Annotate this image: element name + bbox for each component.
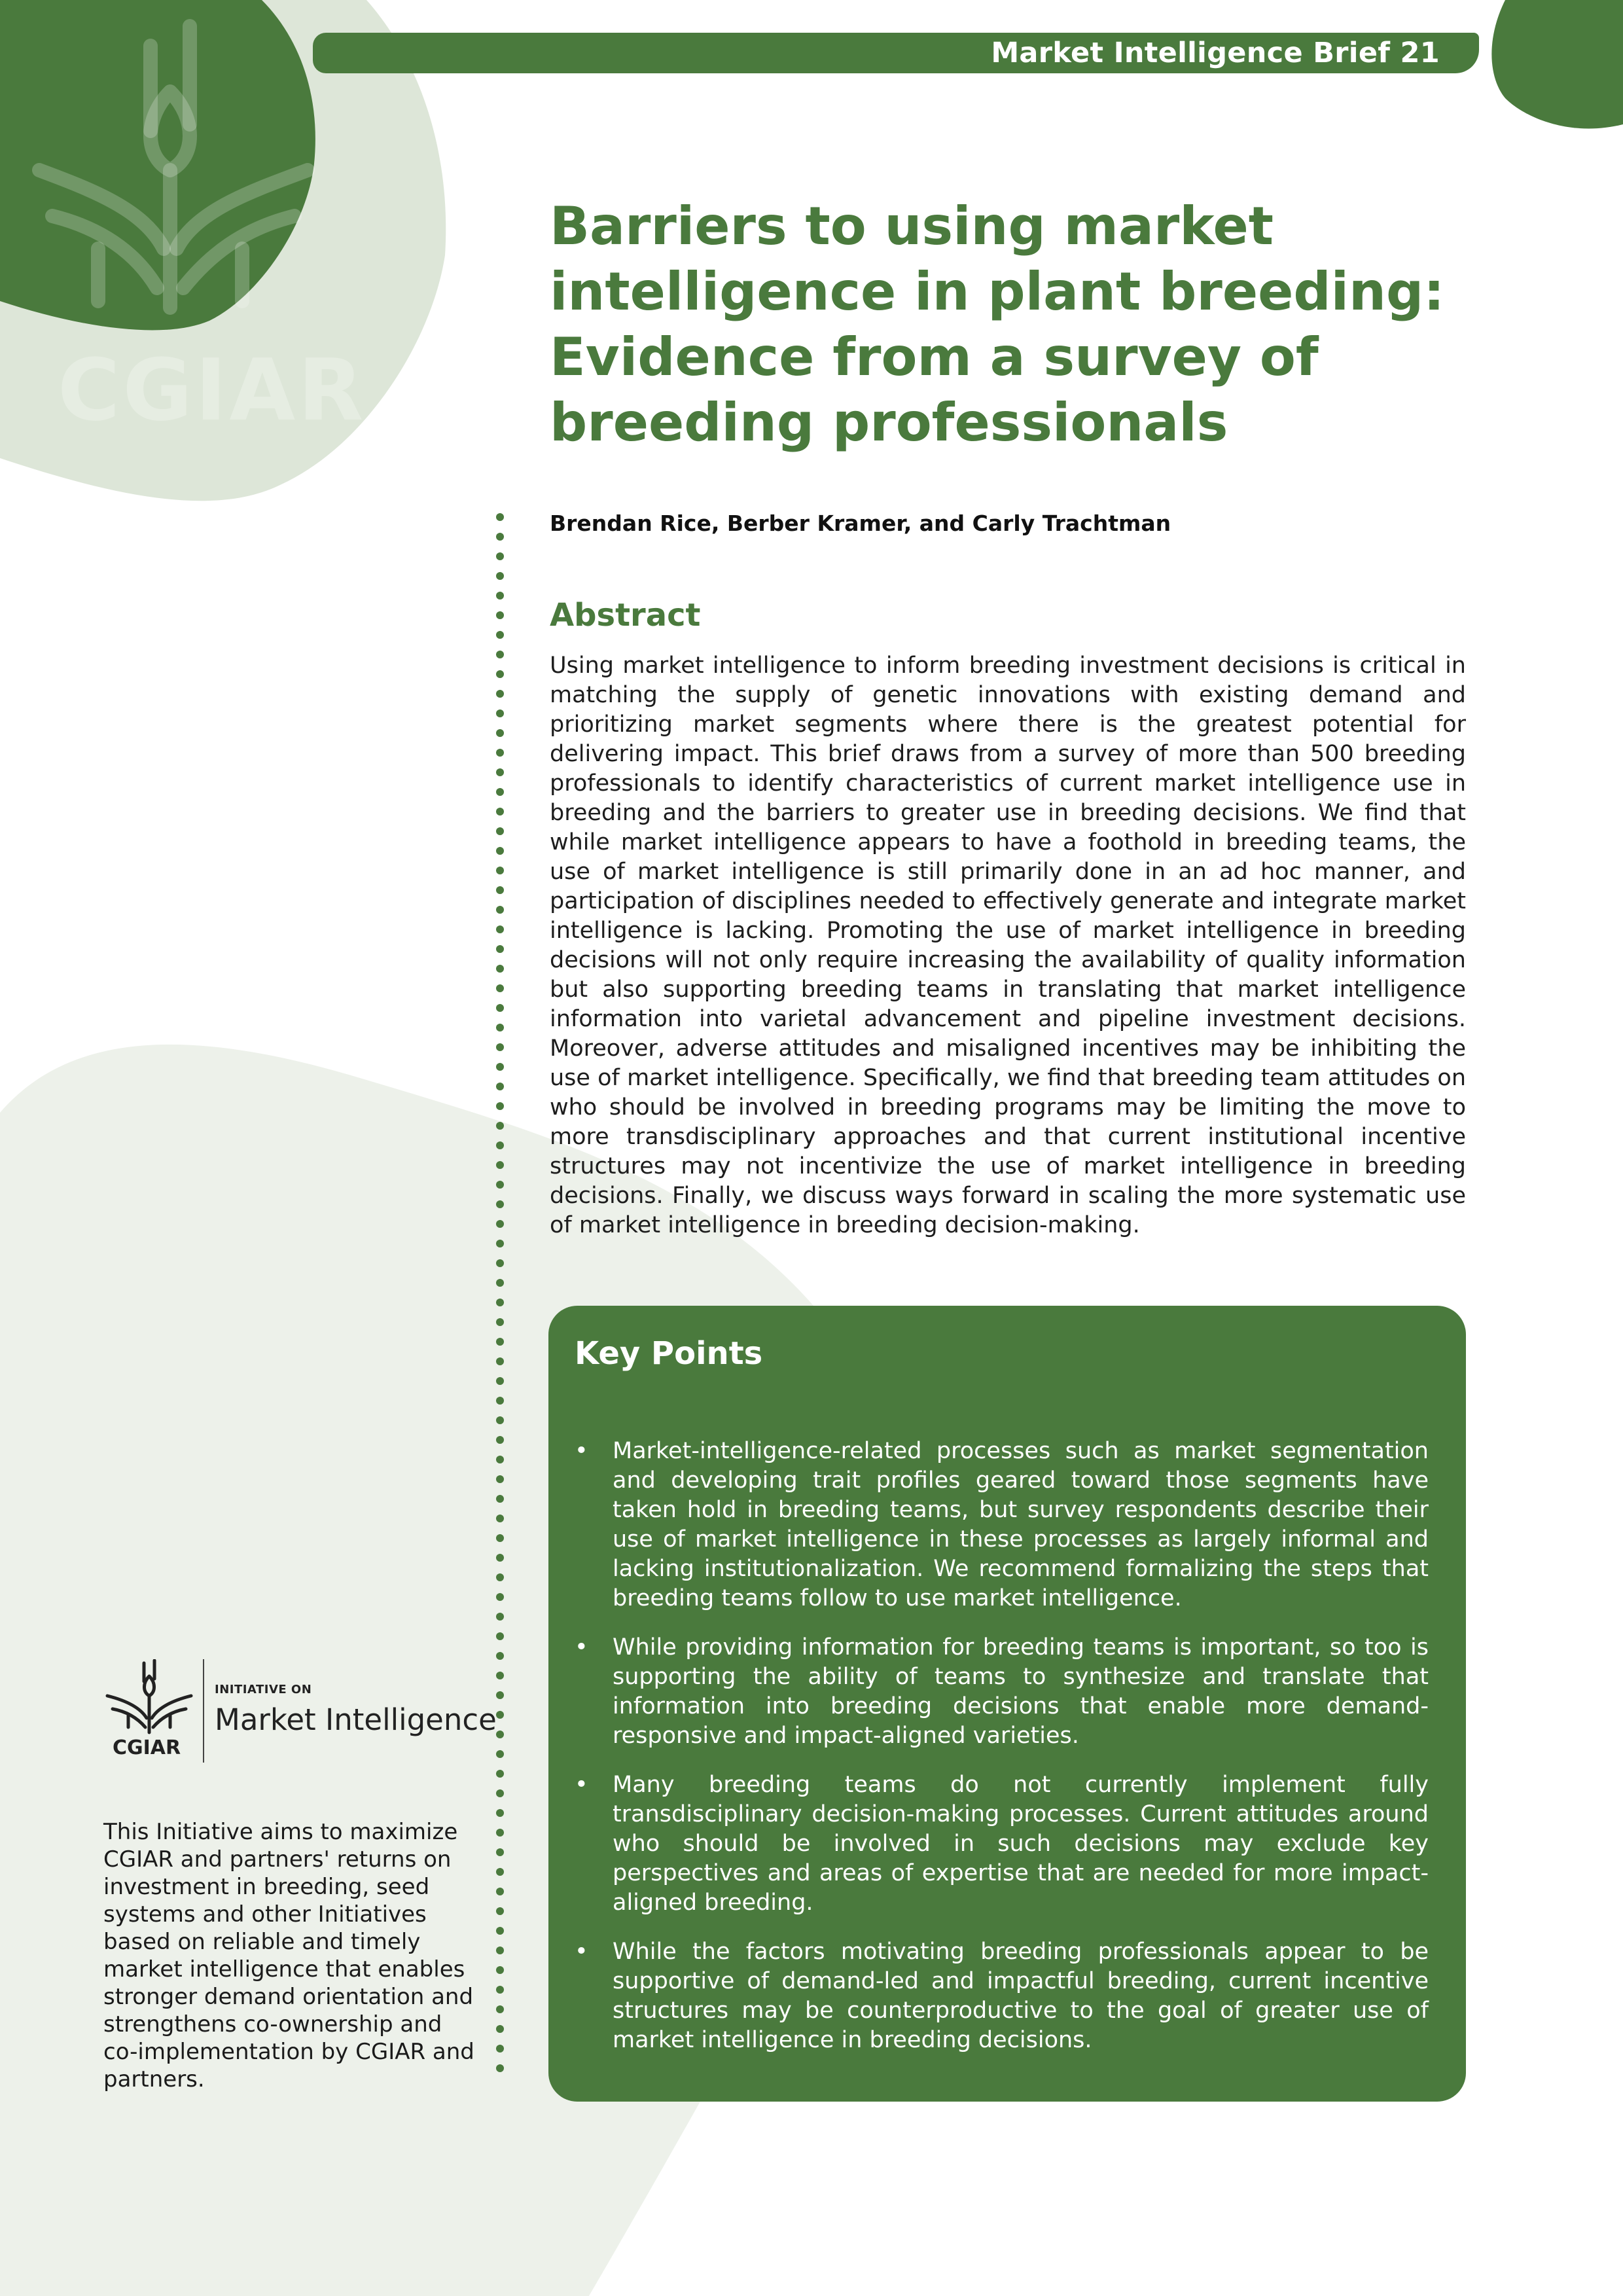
divider-dot: [496, 768, 504, 776]
bullet-icon: •: [575, 1939, 588, 1965]
divider-dot: [496, 1829, 504, 1837]
divider-dot: [496, 1043, 504, 1051]
divider-dot: [496, 709, 504, 717]
divider-dot: [496, 1024, 504, 1031]
divider-dot: [496, 886, 504, 894]
divider-dot: [496, 1495, 504, 1503]
divider-dot: [496, 1397, 504, 1405]
key-point-text: Market-intelligence-related processes such as market segmentation and developing trait profiles geared toward those segments have taken hold in breeding teams, but survey respondents describe their use of market intelligence in these processes as largely informal and lacking institutionalization. We recommend formalizing the steps that breeding teams follow to use market intelligence.: [613, 1438, 1429, 1611]
divider-dot: [496, 1554, 504, 1562]
initiative-logo: [103, 1659, 497, 1764]
brief-label: Market Intelligence Brief 21: [991, 37, 1440, 69]
divider-dot: [496, 1888, 504, 1895]
key-point-text: While providing information for breeding teams is important, so too is supporting the ability of teams to synthesize and translate that information into breeding decisions that enable more demand-responsive and impact-aligned varieties.: [613, 1634, 1429, 1749]
divider-dot: [496, 1907, 504, 1915]
bullet-icon: •: [575, 1634, 588, 1660]
divider-dot: [496, 670, 504, 678]
top-right-corner-shape: [1491, 0, 1623, 128]
divider-dot: [496, 1966, 504, 1974]
title-line: Evidence from a survey of: [550, 327, 1319, 387]
page-title: [550, 194, 1466, 456]
divider-dot: [496, 1868, 504, 1876]
divider-dot: [496, 1613, 504, 1621]
divider-dot: [496, 925, 504, 933]
divider-dot: [496, 1220, 504, 1228]
divider-dot: [496, 1789, 504, 1797]
divider-dot: [496, 1004, 504, 1012]
divider-dot: [496, 2005, 504, 2013]
title-line: intelligence in plant breeding:: [550, 261, 1445, 322]
divider-dot: [496, 611, 504, 619]
divider-dot: [496, 1927, 504, 1935]
divider-dot: [496, 1573, 504, 1581]
divider-dot: [496, 1731, 504, 1738]
divider-dot: [496, 1672, 504, 1679]
divider-dot: [496, 1416, 504, 1424]
initiative-description: This Initiative aims to maximize CGIAR and partners' returns on investment in breeding, seed systems and other Initiatives based on reliable and timely market intelligence that enables stronger demand orientation and strengthens co-ownership and co-implementation by CGIAR and partners.: [103, 1819, 474, 2092]
key-points-box: [548, 1306, 1466, 2102]
divider-dot: [496, 1711, 504, 1719]
abstract-body: Using market intelligence to inform breeding investment decisions is critical in matching the supply of genetic innovations with existing demand and prioritizing market segments where there is the greatest potential for delivering impact. This brief draws from a survey of more than 500 breeding professionals to identify characteristics of current market intelligence use in breeding and the barriers to greater use in breeding decisions. We find that while market intelligence appears to have a foothold in breeding teams, the use of market intelligence is still primarily done in an ad hoc manner, and participation of disciplines needed to effectively generate and integrate market intelligence is lacking. Promoting the use of market intelligence in breeding decisions will not only require increasing the availability of quality information but also supporting breeding teams in translating that market intelligence information into varietal advancement and pipeline investment decisions. Moreover, adverse attitudes and misaligned incentives may be inhibiting the use of market intelligence. Specifically, we find that breeding team attitudes on who should be involved in breeding programs may be limiting the move to more transdisciplinary approaches and that current institutional incentive structures may not incentivize the use of market intelligence in breeding decisions. Finally, we discuss ways forward in scaling the more systematic use of market intelligence in breeding decision-making.: [550, 653, 1466, 1238]
cgiar-watermark-text: CGIAR: [58, 340, 366, 440]
divider-dot: [496, 1809, 504, 1817]
divider-dot: [496, 1691, 504, 1699]
divider-dot: [496, 1083, 504, 1090]
divider-dot: [496, 1475, 504, 1483]
divider-dot: [496, 1259, 504, 1267]
divider-dot: [496, 2045, 504, 2053]
key-point-text: Many breeding teams do not currently implement fully transdisciplinary decision-making processes. Current attitudes around who should be involved in such decisions may exclude key perspectives and areas of expertise that are needed for more impact-aligned breeding.: [613, 1772, 1429, 1916]
divider-dot: [496, 808, 504, 816]
divider-dot: [496, 1652, 504, 1660]
divider-dot: [496, 513, 504, 521]
list-item: [575, 1437, 1429, 1613]
divider-dot: [496, 847, 504, 855]
divider-dot: [496, 1632, 504, 1640]
divider-dot: [496, 1200, 504, 1208]
divider-dot: [496, 1515, 504, 1522]
divider-dot: [496, 1063, 504, 1071]
title-line: Barriers to using market: [550, 196, 1274, 257]
bullet-icon: •: [575, 1438, 588, 1464]
divider-dot: [496, 1240, 504, 1247]
key-point-text: While the factors motivating breeding professionals appear to be supportive of demand-led and impactful breeding, current incentive structures may be counterproductive to the goal of greater use of market intelligence in breeding decisions.: [613, 1939, 1429, 2053]
header-band: [313, 33, 1479, 73]
divider-dot: [496, 1102, 504, 1110]
list-item: [575, 1937, 1429, 2055]
divider-dot: [496, 1770, 504, 1778]
divider-dot: [496, 1750, 504, 1758]
divider-dot: [496, 533, 504, 541]
divider-dot: [496, 572, 504, 580]
divider-dot: [496, 1357, 504, 1365]
divider-dot: [496, 1534, 504, 1542]
logo-cgiar-text: CGIAR: [113, 1736, 181, 1759]
logo-initiative-label: INITIATIVE ON: [215, 1683, 312, 1696]
divider-dot: [496, 827, 504, 835]
divider-dot: [496, 690, 504, 698]
divider-dot: [496, 1593, 504, 1601]
divider-dot: [496, 1161, 504, 1169]
divider-dot: [496, 1181, 504, 1189]
divider-dot: [496, 867, 504, 874]
divider-dot: [496, 1299, 504, 1306]
key-points-heading: Key Points: [575, 1335, 763, 1372]
list-item: [575, 1770, 1429, 1918]
divider-dot: [496, 906, 504, 914]
divider-dot: [496, 1377, 504, 1385]
divider-dot: [496, 945, 504, 953]
title-line: breeding professionals: [550, 392, 1228, 453]
divider-dot: [496, 1318, 504, 1326]
list-item: [575, 1633, 1429, 1751]
divider-dot: [496, 592, 504, 600]
divider-dot: [496, 1279, 504, 1287]
divider-dot: [496, 2064, 504, 2072]
divider-dot: [496, 2025, 504, 2033]
authors: Brendan Rice, Berber Kramer, and Carly Trachtman: [550, 511, 1171, 536]
logo-initiative-name: Market Intelligence: [215, 1702, 497, 1737]
divider-dot: [496, 788, 504, 796]
divider-dot: [496, 1456, 504, 1463]
divider-dot: [496, 1141, 504, 1149]
divider-dot: [496, 651, 504, 658]
divider-dot: [496, 1946, 504, 1954]
abstract-heading: Abstract: [550, 597, 701, 634]
divider-dot: [496, 1122, 504, 1130]
divider-dot: [496, 631, 504, 639]
divider-dot: [496, 1338, 504, 1346]
key-points-list: [575, 1437, 1429, 2075]
divider-dot: [496, 1986, 504, 1994]
divider-dot: [496, 749, 504, 757]
dotted-divider: [495, 511, 505, 2081]
divider-dot: [496, 984, 504, 992]
divider-dot: [496, 1436, 504, 1444]
divider-dot: [496, 1848, 504, 1856]
divider-dot: [496, 729, 504, 737]
divider-dot: [496, 552, 504, 560]
logo-divider: [203, 1659, 204, 1763]
divider-dot: [496, 965, 504, 973]
cgiar-logo-icon: [103, 1659, 195, 1736]
bullet-icon: •: [575, 1772, 588, 1798]
